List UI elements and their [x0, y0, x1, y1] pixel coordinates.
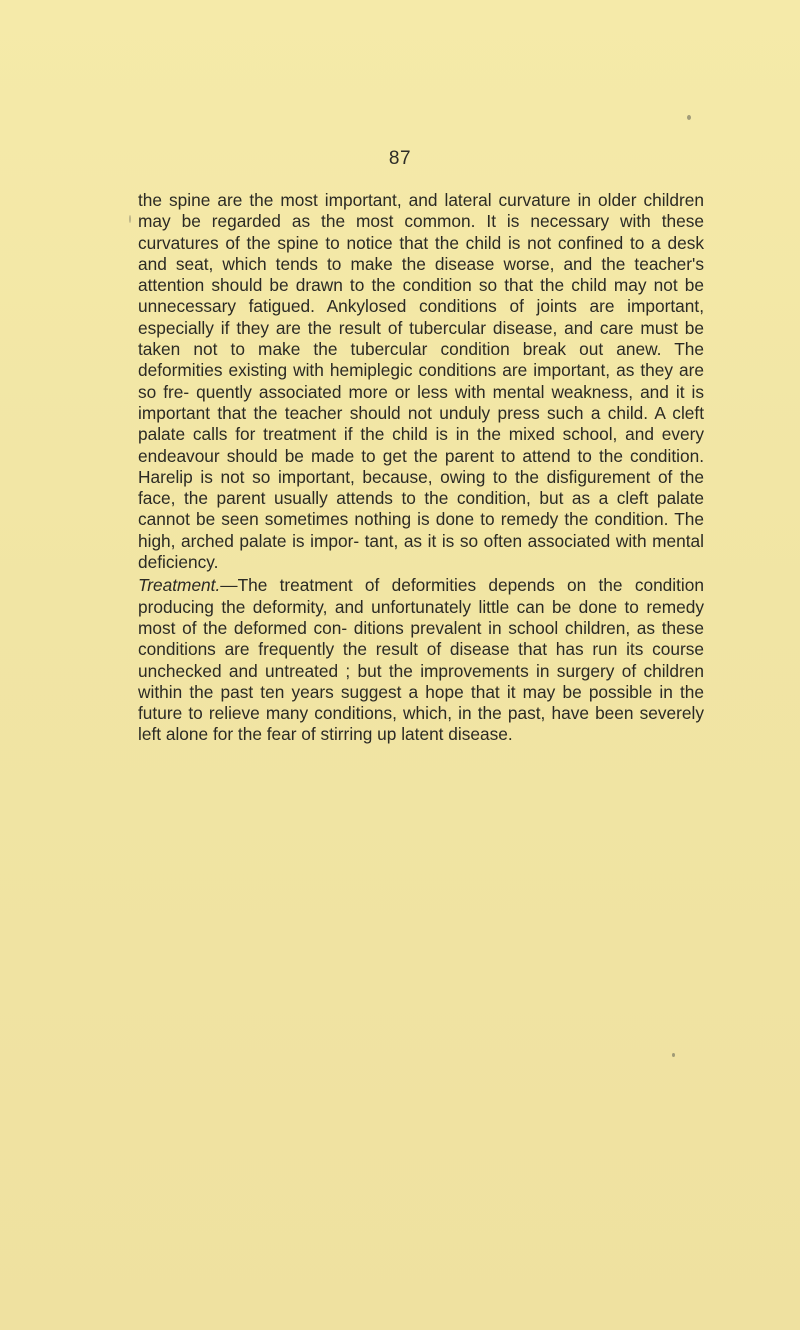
page-body	[138, 190, 704, 746]
paragraph-text: the spine are the most important, and lateral curvature in older children may be regarded as the most common. It is necessary with these curvatures of the spine to notice that the child is not confined to a desk and seat, which tends to make the disease worse, and the teacher's attention should be drawn to the condition so that the child may not be unnecessary fatigued. Ankylosed conditions of joints are important, especially if they are the result of tubercular disease, and care must be taken not to make the tubercular condition break out anew. The deformities existing with hemiplegic conditions are important, as they are so fre- quently associated more or less with mental weakness, and it is important that the teacher should not unduly press such a child. A cleft palate calls for treatment if the child is in the mixed school, and every endeavour should be made to get the parent to attend to the condition. Harelip is not so important, because, owing to the disfigurement of the face, the parent usually attends to the condition, but as a cleft palate cannot be seen sometimes nothing is done to remedy the condition. The high, arched palate is impor- tant, as it is so often associated with mental deficiency.	[138, 190, 704, 573]
paragraph-text: —The treatment of deformities depends on the condition producing the deformity, and unfortunately little can be done to remedy most of the deformed con- ditions prevalent in school children, as these conditions are frequently the result of disease that has run its course unchecked and untreated ; but the improvements in surgery of children within the past ten years suggest a hope that it may be possible in the future to relieve many conditions, which, in the past, have been severely left alone for the fear of stirring up latent disease.	[138, 575, 704, 745]
ink-speck	[129, 215, 131, 223]
paragraph-lead: Treatment.	[138, 575, 221, 596]
paragraph	[138, 190, 704, 573]
paragraph	[138, 575, 704, 745]
ink-speck	[687, 115, 691, 120]
ink-speck	[672, 1053, 675, 1057]
page-number: 87	[388, 148, 412, 169]
